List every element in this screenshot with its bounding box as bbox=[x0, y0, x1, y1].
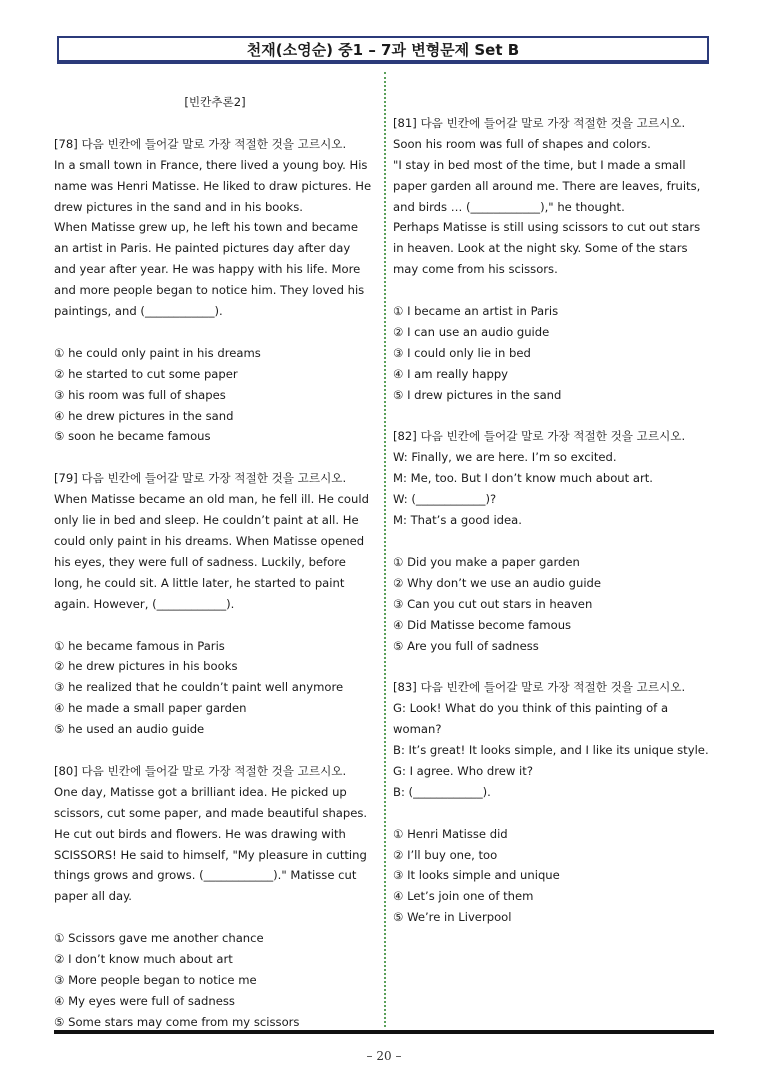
spacer bbox=[393, 406, 715, 427]
spacer bbox=[393, 531, 715, 552]
text-line: B: It’s great! It looks simple, and I like its unique style. bbox=[393, 743, 709, 758]
text-line: again. However, (____________). bbox=[54, 596, 235, 611]
section-tag: [빈칸추론2] bbox=[184, 95, 246, 109]
text-line: paper all day. bbox=[54, 889, 132, 904]
answer-choice: ④ he made a small paper garden bbox=[54, 701, 247, 716]
text-line: name was Henri Matisse. He liked to draw pictures. He bbox=[54, 178, 372, 193]
page-title-text: 천재(소영순) 중1 – 7과 변형문제 Set B bbox=[246, 40, 520, 59]
question-heading: [82] 다음 빈칸에 들어갈 말로 가장 적절한 것을 고르시오. bbox=[393, 429, 686, 444]
answer-choice: ② he drew pictures in his books bbox=[54, 659, 238, 674]
text-line: may come from his scissors. bbox=[393, 262, 558, 277]
answer-choice: ③ his room was full of shapes bbox=[54, 387, 226, 402]
answer-choice: ④ he drew pictures in the sand bbox=[54, 408, 234, 423]
answer-choice: ⑤ he used an audio guide bbox=[54, 722, 205, 737]
question-heading: [81] 다음 빈칸에 들어갈 말로 가장 적절한 것을 고르시오. bbox=[393, 115, 686, 130]
spacer bbox=[54, 113, 376, 134]
text-line: and more people began to notice him. They loved his bbox=[54, 283, 365, 298]
answer-choice: ③ Can you cut out stars in heaven bbox=[393, 596, 593, 611]
footer-rule bbox=[54, 1030, 714, 1034]
answer-choice: ⑤ Are you full of sadness bbox=[393, 638, 539, 653]
question-heading: [79] 다음 빈칸에 들어갈 말로 가장 적절한 것을 고르시오. bbox=[54, 471, 347, 486]
spacer bbox=[393, 803, 715, 824]
answer-choice: ① Henri Matisse did bbox=[393, 826, 508, 841]
text-line: could only paint in his dreams. When Matisse opened bbox=[54, 533, 365, 548]
text-line: scissors, cut some paper, and made beautiful shapes. bbox=[54, 805, 368, 820]
text-line: M: Me, too. But I don’t know much about art. bbox=[393, 471, 653, 486]
answer-choice: ④ Did Matisse become famous bbox=[393, 617, 572, 632]
text-line: Perhaps Matisse is still using scissors to cut out stars bbox=[393, 220, 701, 235]
spacer bbox=[54, 322, 376, 343]
spacer bbox=[54, 740, 376, 761]
text-line: things grows and grows. (____________)." Matisse cut bbox=[54, 868, 357, 883]
answer-choice: ③ he realized that he couldn’t paint well anymore bbox=[54, 680, 344, 695]
answer-choice: ① he became famous in Paris bbox=[54, 638, 225, 653]
text-line: and year after year. He was happy with his life. More bbox=[54, 262, 361, 277]
answer-choice: ⑤ We’re in Liverpool bbox=[393, 910, 512, 925]
text-line: W: (____________)? bbox=[393, 492, 497, 507]
answer-choice: ④ My eyes were full of sadness bbox=[54, 993, 235, 1008]
spacer bbox=[393, 92, 715, 113]
text-line: Soon his room was full of shapes and colors. bbox=[393, 136, 651, 151]
text-line: in heaven. Look at the night sky. Some of the stars bbox=[393, 241, 688, 256]
answer-choice: ⑤ Some stars may come from my scissors bbox=[54, 1014, 300, 1029]
question-heading: [83] 다음 빈칸에 들어갈 말로 가장 적절한 것을 고르시오. bbox=[393, 680, 686, 695]
question-heading: [78] 다음 빈칸에 들어갈 말로 가장 적절한 것을 고르시오. bbox=[54, 136, 347, 151]
column-divider bbox=[384, 72, 386, 1027]
text-line: One day, Matisse got a brilliant idea. He picked up bbox=[54, 784, 347, 799]
text-line: In a small town in France, there lived a young boy. His bbox=[54, 157, 368, 172]
question-heading: [80] 다음 빈칸에 들어갈 말로 가장 적절한 것을 고르시오. bbox=[54, 763, 347, 778]
text-line: long, he could sit. A little later, he started to paint bbox=[54, 575, 345, 590]
text-line: an artist in Paris. He painted pictures day after day bbox=[54, 241, 351, 256]
spacer bbox=[54, 615, 376, 636]
answer-choice: ④ I am really happy bbox=[393, 366, 509, 381]
text-line: his eyes, they were full of sadness. Luckily, before bbox=[54, 554, 346, 569]
left-column bbox=[54, 92, 376, 1033]
answer-choice: ① Scissors gave me another chance bbox=[54, 931, 264, 946]
spacer bbox=[393, 280, 715, 301]
text-line: paintings, and (____________). bbox=[54, 304, 223, 319]
text-line: paper garden all around me. There are leaves, fruits, bbox=[393, 178, 701, 193]
answer-choice: ② I’ll buy one, too bbox=[393, 847, 498, 862]
answer-choice: ② I can use an audio guide bbox=[393, 324, 550, 339]
answer-choice: ① Did you make a paper garden bbox=[393, 554, 580, 569]
text-line: drew pictures in the sand and in his books. bbox=[54, 199, 303, 214]
answer-choice: ③ More people began to notice me bbox=[54, 972, 257, 987]
page-number: – 20 – bbox=[366, 1049, 402, 1063]
text-line: When Matisse became an old man, he fell ill. He could bbox=[54, 492, 369, 507]
text-line: M: That’s a good idea. bbox=[393, 513, 522, 528]
text-line: G: I agree. Who drew it? bbox=[393, 763, 533, 778]
spacer bbox=[54, 447, 376, 468]
text-line: When Matisse grew up, he left his town and became bbox=[54, 220, 358, 235]
answer-choice: ② he started to cut some paper bbox=[54, 366, 238, 381]
answer-choice: ② Why don’t we use an audio guide bbox=[393, 575, 602, 590]
spacer bbox=[54, 907, 376, 928]
text-line: G: Look! What do you think of this painting of a bbox=[393, 701, 669, 716]
answer-choice: ① he could only paint in his dreams bbox=[54, 345, 261, 360]
answer-choice: ③ I could only lie in bed bbox=[393, 345, 531, 360]
text-line: He cut out birds and flowers. He was drawing with bbox=[54, 826, 346, 841]
answer-choice: ② I don’t know much about art bbox=[54, 952, 233, 967]
text-line: woman? bbox=[393, 722, 442, 737]
page-title bbox=[57, 36, 709, 64]
text-line: W: Finally, we are here. I’m so excited. bbox=[393, 450, 617, 465]
text-line: B: (____________). bbox=[393, 784, 491, 799]
answer-choice: ③ It looks simple and unique bbox=[393, 868, 560, 883]
text-line: SCISSORS! He said to himself, "My pleasure in cutting bbox=[54, 847, 367, 862]
answer-choice: ⑤ soon he became famous bbox=[54, 429, 211, 444]
answer-choice: ⑤ I drew pictures in the sand bbox=[393, 387, 562, 402]
answer-choice: ① I became an artist in Paris bbox=[393, 304, 559, 319]
answer-choice: ④ Let’s join one of them bbox=[393, 889, 534, 904]
right-column bbox=[393, 92, 715, 928]
text-line: and birds … (____________)," he thought. bbox=[393, 199, 625, 214]
text-line: "I stay in bed most of the time, but I made a small bbox=[393, 157, 686, 172]
spacer bbox=[393, 656, 715, 677]
text-line: only lie in bed and sleep. He couldn’t paint at all. He bbox=[54, 513, 359, 528]
